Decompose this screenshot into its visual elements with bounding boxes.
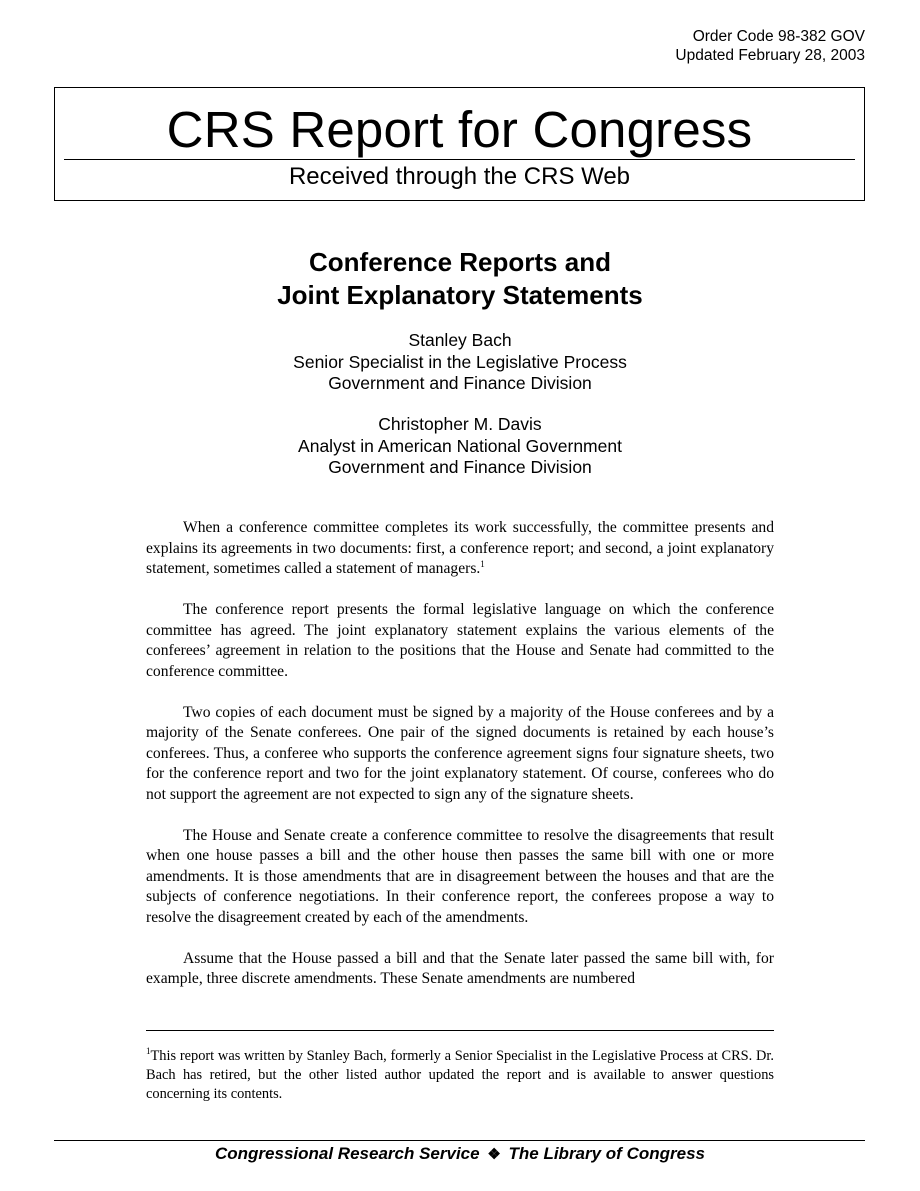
masthead-subtitle: Received through the CRS Web: [288, 163, 631, 190]
author-block: [0, 414, 920, 479]
updated-date: Updated February 28, 2003: [675, 47, 865, 64]
masthead-divider: [64, 159, 855, 160]
author-role: Senior Specialist in the Legislative Process: [293, 351, 627, 372]
masthead-title: CRS Report for Congress: [166, 101, 753, 158]
author-division: Government and Finance Division: [328, 373, 592, 393]
body-paragraph: Assume that the House passed a bill and that the Senate later passed the same bill with, for example, three discrete amendments. These Senate amendments are numbered: [146, 949, 774, 987]
body-paragraph: [146, 518, 774, 580]
footnote-text: This report was written by Stanley Bach, formerly a Senior Specialist in the Legislative Process at CRS. Dr. Bach has retired, but the other listed author updated the report and is available to answer questions concerning its contents.: [146, 1048, 774, 1102]
body-paragraph: Two copies of each document must be signed by a majority of the House conferees and by a majority of the Senate conferees. One pair of the signed documents is retained by each house’s conferees. Thus, a conferee who supports the conference agreement signs four signature sheets, two for the conference report and two for the joint explanatory statement. Of course, conferees who do not support the agreement are not expected to sign any of the signature sheets.: [146, 703, 774, 803]
footnote: [146, 1047, 774, 1104]
paragraph-text: When a conference committee completes its work successfully, the committee presents and explains its agreements in two documents: first, a conference report; and second, a joint explanatory statement, sometimes called a statement of managers.: [146, 519, 774, 577]
footer-library: The Library of Congress: [508, 1144, 705, 1163]
author-name: Christopher M. Davis: [378, 414, 542, 434]
report-title-line: Conference Reports and: [309, 247, 611, 277]
author-name: Stanley Bach: [408, 330, 512, 350]
footer-divider: [54, 1140, 865, 1141]
order-code-block: [465, 27, 865, 65]
author-role: Analyst in American National Government: [298, 435, 622, 456]
footnote-marker: 1: [146, 1046, 151, 1057]
footnote-reference[interactable]: 1: [480, 558, 485, 569]
report-title: [0, 246, 920, 312]
footer-publisher: Congressional Research Service: [215, 1144, 480, 1163]
author-block: [0, 330, 920, 395]
diamond-ornament-icon: ❖: [487, 1146, 501, 1163]
body-paragraph: The conference report presents the formal legislative language on which the conference committee has agreed. The joint explanatory statement explains the various elements of the conferees’ agreement in relation to the positions that the House and Senate had committed to the conference committee.: [146, 601, 774, 680]
report-body: [146, 518, 774, 1010]
body-paragraph: The House and Senate create a conference committee to resolve the disagreements that result when one house passes a bill and the other house then passes the same bill with one or more amendments. It is those amendments that are in disagreement between the houses and that are the subjects of conference negotiations. In their conference report, the conferees propose a way to resolve the disagreement created by each of the amendments.: [146, 826, 774, 926]
masthead-box: [54, 87, 865, 201]
author-division: Government and Finance Division: [328, 457, 592, 477]
report-title-line: Joint Explanatory Statements: [277, 280, 643, 310]
page-footer: [0, 1143, 920, 1166]
order-code: Order Code 98-382 GOV: [692, 28, 865, 45]
footnote-divider: [146, 1030, 774, 1031]
